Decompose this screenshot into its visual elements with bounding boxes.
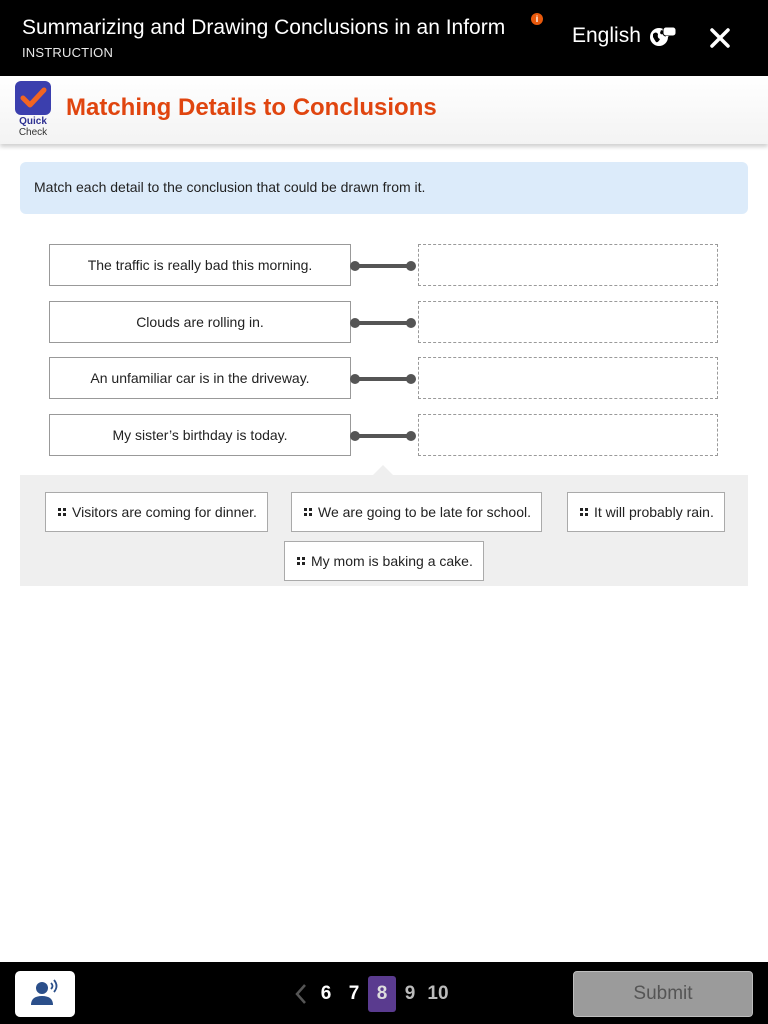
activity-heading: Matching Details to Conclusions bbox=[66, 94, 437, 121]
match-row bbox=[49, 414, 719, 456]
match-row bbox=[49, 244, 719, 286]
language-label: English bbox=[572, 24, 641, 47]
choice-chip[interactable] bbox=[45, 492, 268, 532]
detail-box: An unfamiliar car is in the driveway. bbox=[49, 357, 351, 399]
top-bar bbox=[0, 0, 768, 76]
connector-line bbox=[350, 374, 416, 384]
match-row bbox=[49, 301, 719, 343]
drop-zone[interactable] bbox=[418, 414, 718, 456]
drag-grip-icon bbox=[580, 508, 588, 516]
quick-check-label: Quick Check bbox=[18, 116, 48, 138]
globe-speech-icon bbox=[649, 25, 677, 47]
choice-label: My mom is baking a cake. bbox=[311, 553, 473, 569]
connector-line bbox=[350, 431, 416, 441]
choice-label: It will probably rain. bbox=[594, 504, 714, 520]
page-10[interactable]: 10 bbox=[427, 983, 449, 1004]
detail-box: My sister’s birthday is today. bbox=[49, 414, 351, 456]
drag-grip-icon bbox=[304, 508, 312, 516]
lesson-subtitle: INSTRUCTION bbox=[22, 45, 114, 60]
page-9[interactable]: 9 bbox=[404, 983, 416, 1004]
choice-chip[interactable] bbox=[284, 541, 484, 581]
info-icon[interactable]: i bbox=[531, 13, 543, 25]
drag-grip-icon bbox=[297, 557, 305, 565]
choice-label: Visitors are coming for dinner. bbox=[72, 504, 257, 520]
page-6[interactable]: 6 bbox=[320, 983, 332, 1004]
language-selector[interactable] bbox=[572, 24, 677, 48]
read-aloud-icon bbox=[15, 971, 75, 1017]
connector-line bbox=[350, 261, 416, 271]
detail-box: The traffic is really bad this morning. bbox=[49, 244, 351, 286]
quick-check-icon bbox=[15, 81, 51, 115]
read-aloud-button[interactable] bbox=[15, 971, 75, 1017]
choice-label: We are going to be late for school. bbox=[318, 504, 531, 520]
chevron-left-icon bbox=[294, 982, 308, 1006]
drop-zone[interactable] bbox=[418, 301, 718, 343]
connector-line bbox=[350, 318, 416, 328]
submit-button[interactable]: Submit bbox=[573, 971, 753, 1017]
page-8-current[interactable]: 8 bbox=[368, 976, 396, 1012]
choice-chip[interactable] bbox=[291, 492, 542, 532]
activity-header bbox=[0, 76, 768, 144]
lesson-title: Summarizing and Drawing Conclusions in an Inform bbox=[22, 16, 506, 39]
page-7[interactable]: 7 bbox=[348, 983, 360, 1004]
pagination bbox=[290, 976, 452, 1012]
drop-zone[interactable] bbox=[418, 357, 718, 399]
close-icon[interactable] bbox=[706, 24, 734, 52]
instruction-box: Match each detail to the conclusion that could be drawn from it. bbox=[20, 162, 748, 214]
drag-grip-icon bbox=[58, 508, 66, 516]
match-row bbox=[49, 357, 719, 399]
detail-box: Clouds are rolling in. bbox=[49, 301, 351, 343]
drop-zone[interactable] bbox=[418, 244, 718, 286]
choice-chip[interactable] bbox=[567, 492, 725, 532]
previous-page-button[interactable] bbox=[290, 976, 312, 1012]
